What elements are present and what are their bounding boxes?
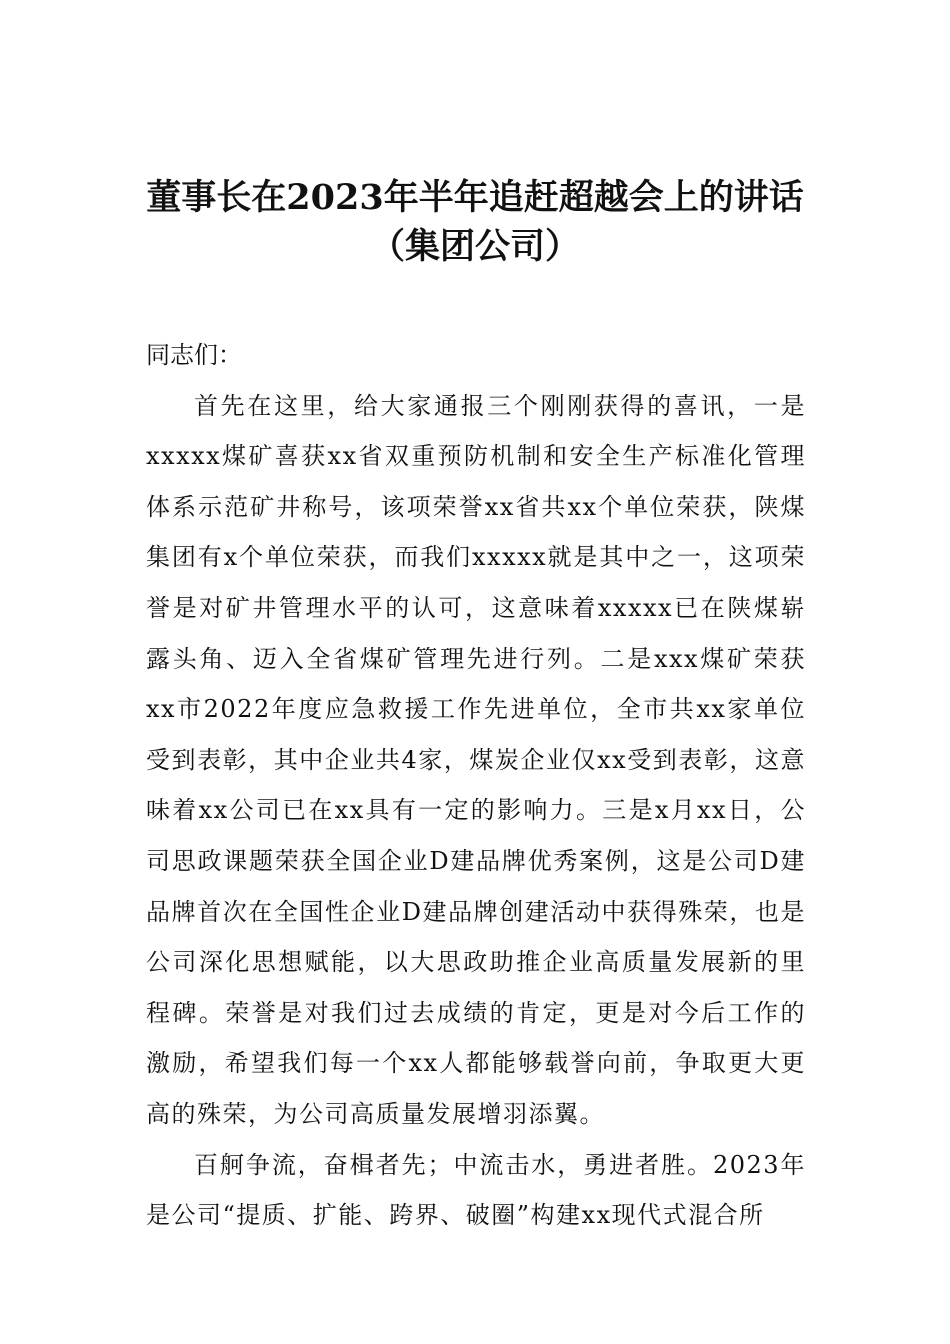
document-subtitle: （集团公司）: [369, 226, 580, 267]
paragraph-1: 首先在这里，给大家通报三个刚刚获得的喜讯，一是xxxxx煤矿喜获xx省双重预防机制和安全生产标准化管理体系示范矿井称号，该项荣誉xx省共xx个单位荣获，陕煤集团有x个单位荣获，而我们xxxxx就是其中之一，这项荣誉是对矿井管理水平的认可，这意味着xxxxx已在陕煤崭露头角、迈入全省煤矿管理先进行列。二是xxx煤矿荣获xx市2022年度应急救援工作先进单位，全市共xx家单位受到表彰，其中企业共4家，煤炭企业仅xx受到表彰，这意味着xx公司已在xx具有一定的影响力。三是x月xx日，公司思政课题荣获全国企业D建品牌优秀案例，这是公司D建品牌首次在全国性企业D建品牌创建活动中获得殊荣，也是公司深化思想赋能，以大思政助推企业高质量发展新的里程碑。荣誉是对我们过去成绩的肯定，更是对今后工作的激励，希望我们每一个xx人都能够载誉向前，争取更大更高的殊荣，为公司高质量发展增羽添翼。: [146, 391, 806, 1128]
paragraph-2: 百舸争流，奋楫者先；中流击水，勇进者胜。2023年是公司“提质、扩能、跨界、破圈”构建xx现代式混合所: [146, 1150, 806, 1230]
document-title: 董事长在2023年半年追赶超越会上的讲话: [146, 177, 804, 218]
salutation: 同志们：: [146, 341, 242, 369]
document-body: [146, 330, 806, 1241]
